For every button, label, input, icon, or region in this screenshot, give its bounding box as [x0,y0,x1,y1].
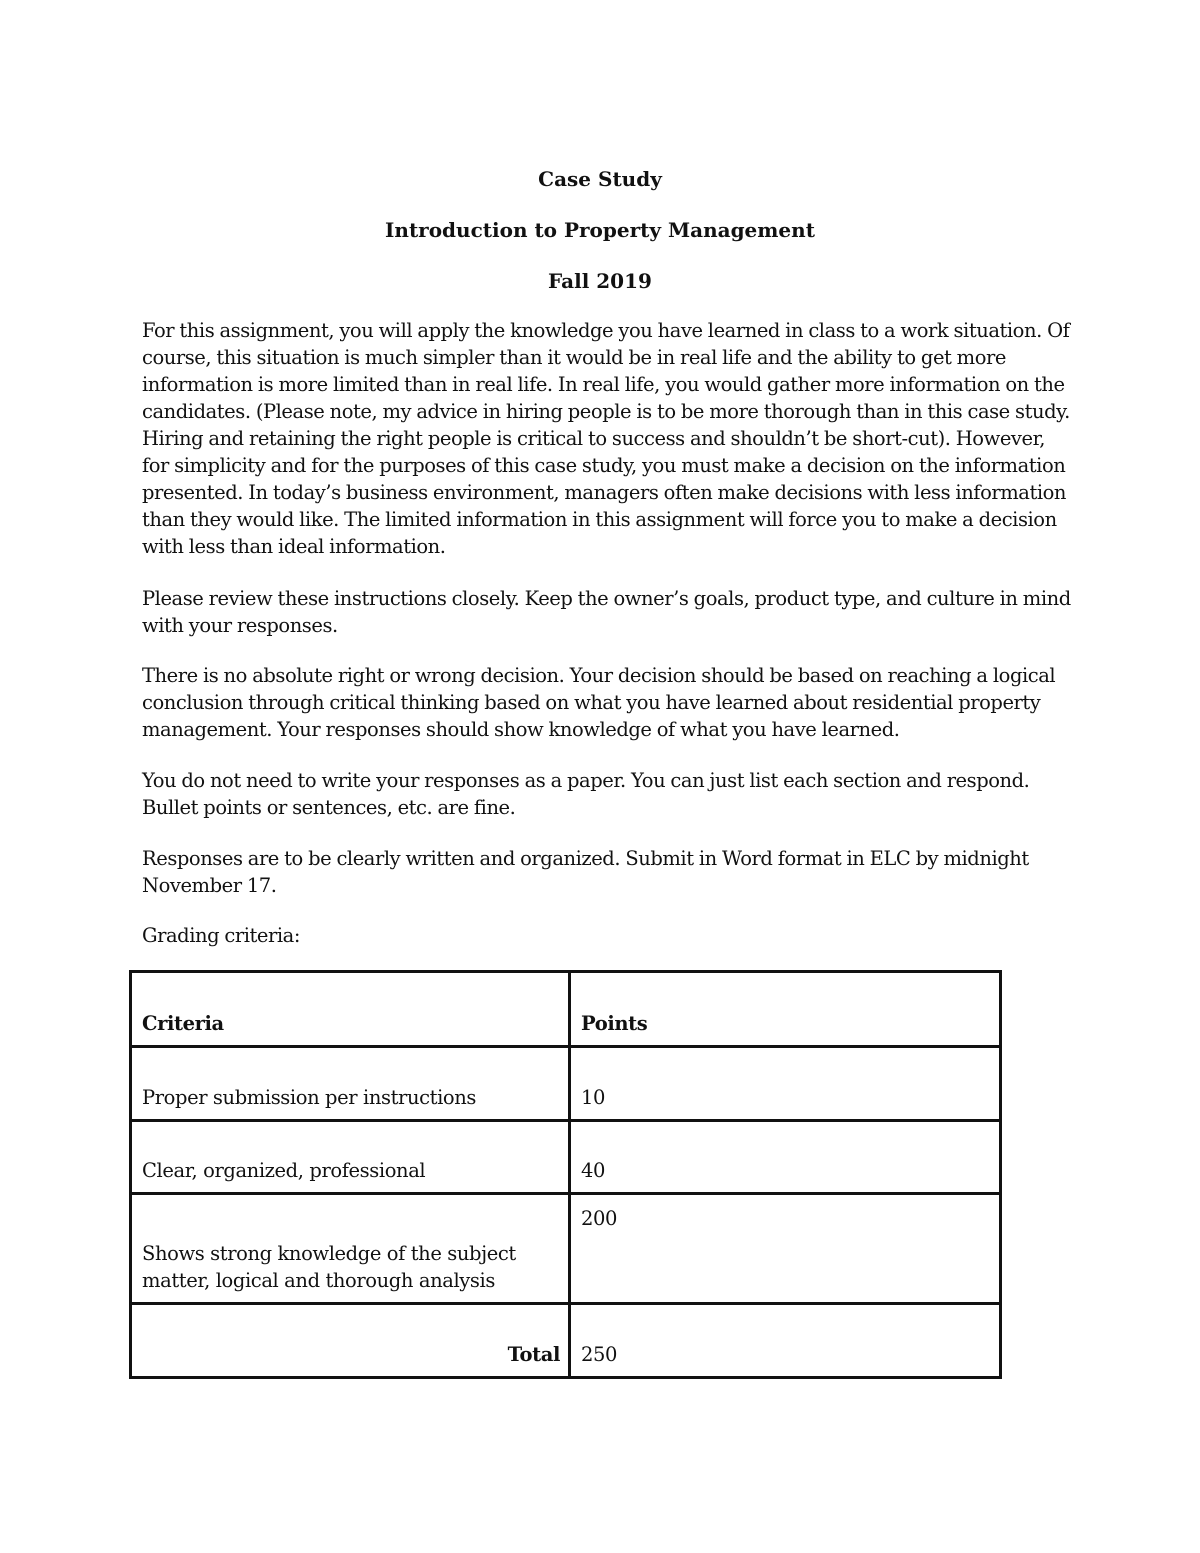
table-header-row [131,972,1001,1047]
points-cell: 40 [570,1121,1001,1194]
table-row [131,1121,1001,1194]
criteria-cell: Clear, organized, professional [131,1121,570,1194]
points-cell: 200 [570,1194,1001,1304]
intro-paragraph: For this assignment, you will apply the knowledge you have learned in class to a work situation. Of course, this situation is much simpler than it would be in real life and the ability to get more information is more limited than in real life. In real life, you would gather more information on the candidates. (Please note, my advice in hiring people is to be more thorough than in this case study. Hiring and retaining the right people is critical to success and shouldn’t be short-cut). However, for simplicity and for the purposes of this case study, you must make a decision on the information presented. In today’s business environment, managers often make decisions with less information than they would like. The limited information in this assignment will force you to make a decision with less than ideal information. [142,319,1070,558]
total-points: 250 [570,1304,1001,1378]
course-title: Introduction to Property Management [385,218,815,242]
table-row [131,1047,1001,1121]
criteria-cell: Shows strong knowledge of the subject matter, logical and thorough analysis [131,1194,570,1304]
grading-table [129,970,1002,1379]
total-row [131,1304,1001,1378]
criteria-cell: Proper submission per instructions [131,1047,570,1121]
term-label: Fall 2019 [548,269,652,293]
grading-criteria-label: Grading criteria: [142,924,300,947]
criteria-header: Criteria [131,972,570,1047]
review-instructions-paragraph: Please review these instructions closely. Keep the owner’s goals, product type, and culture in mind with your responses. [142,587,1071,637]
points-cell: 10 [570,1047,1001,1121]
submission-paragraph: Responses are to be clearly written and organized. Submit in Word format in ELC by midnight November 17. [142,847,1029,897]
total-label: Total [131,1304,570,1378]
points-header: Points [570,972,1001,1047]
document-title: Case Study [538,167,662,191]
table-row [131,1194,1001,1304]
decision-paragraph: There is no absolute right or wrong decision. Your decision should be based on reaching a logical conclusion through critical thinking based on what you have learned about residential property management. Your responses should show knowledge of what you have learned. [142,664,1056,741]
format-paragraph: You do not need to write your responses as a paper. You can just list each section and respond. Bullet points or sentences, etc. are fine. [142,769,1030,819]
